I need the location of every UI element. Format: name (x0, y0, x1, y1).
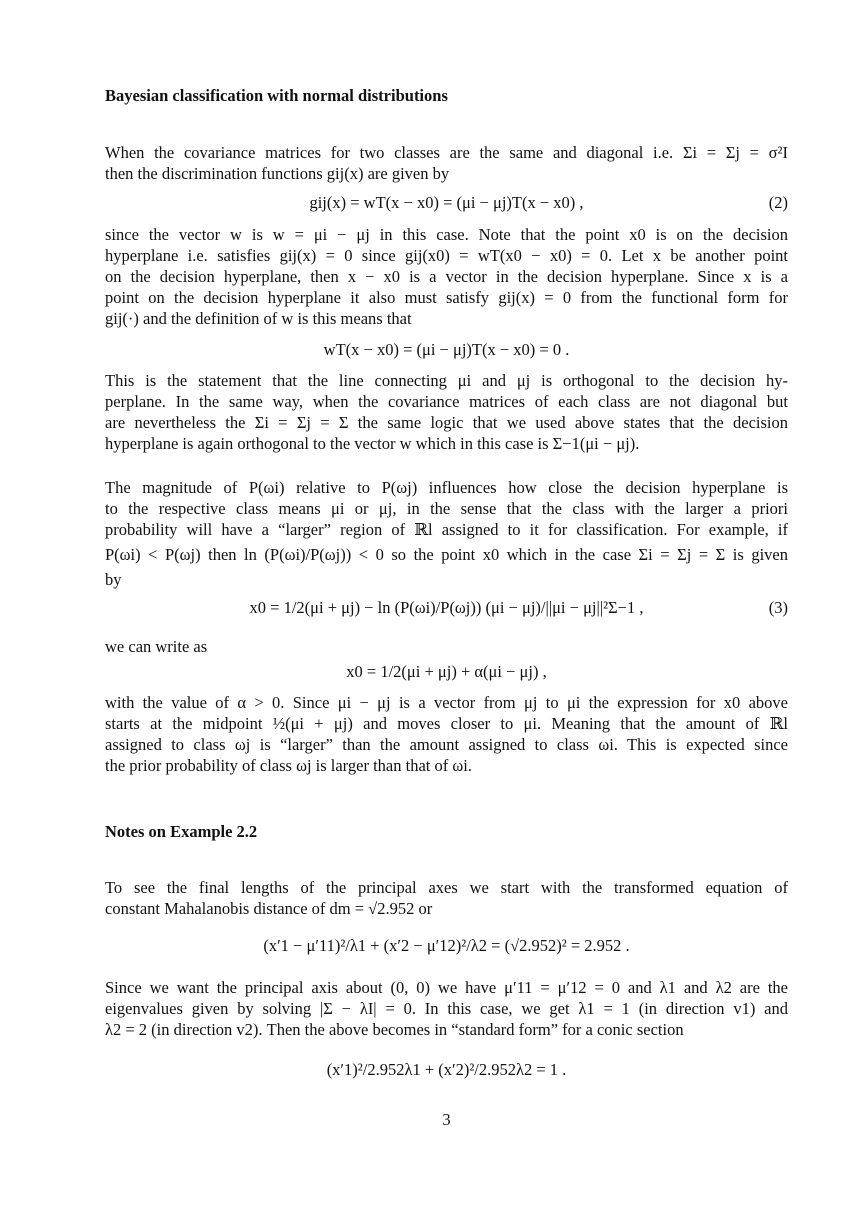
text-line: on the decision hyperplane, then x − x0 is a vector in the decision hyperplane. Since x is a (105, 267, 788, 286)
equation-standard-form: (x′1)²/2.952λ1 + (x′2)²/2.952λ2 = 1 . (326, 1060, 567, 1079)
text-line: since the vector w is w = μi − μj in this case. Note that the point x0 is on the decision (105, 225, 788, 244)
equation-number-2: (2) (768, 193, 788, 212)
text-line: The magnitude of P(ωi) relative to P(ωj) influences how close the decision hyperplane is (105, 478, 788, 497)
paragraph-hyperplane (105, 224, 788, 329)
paper-page (105, 0, 788, 1228)
paragraph-orthogonal (105, 370, 788, 454)
equation-number-3: (3) (768, 598, 788, 617)
paragraph-intro (105, 142, 788, 184)
section-heading-bayesian: Bayesian classification with normal distributions (105, 86, 448, 105)
text-line: point on the decision hyperplane it also must satisfy gij(x) = 0 from the functional form for (105, 288, 788, 307)
paragraph-prior-magnitude (105, 477, 788, 590)
equation-3: x0 = 1/2(μi + μj) − ln (P(ωi)/P(ωj)) (μi − μj)/||μi − μj||²Σ−1 , (249, 598, 644, 617)
paragraph-write-as: we can write as (105, 637, 208, 656)
equation-orthogonality: wT(x − x0) = (μi − μj)T(x − x0) = 0 . (323, 340, 570, 359)
text-line: gij(·) and the definition of w is this means that (105, 309, 412, 328)
text-line: with the value of α > 0. Since μi − μj is a vector from μj to μi the expression for x0 above (105, 693, 788, 712)
text-line: perplane. In the same way, when the covariance matrices of each class are not diagonal but (105, 392, 788, 411)
text-line: To see the final lengths of the principal axes we start with the transformed equation of (105, 878, 788, 897)
paragraph-principal-axes (105, 877, 788, 919)
text-line: hyperplane i.e. satisfies gij(x) = 0 since gij(x0) = wT(x0 − x0) = 0. Let x be another point (105, 246, 788, 265)
text-line: This is the statement that the line connecting μi and μj is orthogonal to the decision hy- (105, 371, 788, 390)
paragraph-alpha (105, 692, 788, 776)
text-line: are nevertheless the Σi = Σj = Σ the same logic that we used above states that the decision (105, 413, 788, 432)
text-line: λ2 = 2 (in direction v2). Then the above becomes in “standard form” for a conic section (105, 1020, 684, 1039)
text-line: assigned to class ωj is “larger” than the amount assigned to class ωi. This is expected since (105, 735, 788, 754)
text-line: Since we want the principal axis about (0, 0) we have μ′11 = μ′12 = 0 and λ1 and λ2 are the (105, 978, 788, 997)
text-line: When the covariance matrices for two classes are the same and diagonal i.e. Σi = Σj = σ²I (105, 143, 788, 162)
equation-midpoint: x0 = 1/2(μi + μj) + α(μi − μj) , (346, 662, 547, 681)
equation-2: gij(x) = wT(x − x0) = (μi − μj)T(x − x0) , (309, 193, 584, 212)
text-line: then the discrimination functions gij(x) are given by (105, 164, 450, 183)
text-line: P(ωi) < P(ωj) then ln (P(ωi)/P(ωj)) < 0 so the point x0 which in the case Σi = Σj = Σ is given (105, 545, 788, 564)
text-line: constant Mahalanobis distance of dm = √2.952 or (105, 899, 433, 918)
text-line: probability will have a “larger” region of ℝl assigned to it for classification. For example, if (105, 520, 788, 539)
text-line: eigenvalues given by solving |Σ − λI| = 0. In this case, we get λ1 = 1 (in direction v1) and (105, 999, 788, 1018)
section-heading-example-2-2: Notes on Example 2.2 (105, 822, 258, 841)
equation-mahalanobis: (x′1 − μ′11)²/λ1 + (x′2 − μ′12)²/λ2 = (√2.952)² = 2.952 . (263, 936, 630, 955)
page-number: 3 (442, 1110, 451, 1129)
text-line: to the respective class means μi or μj, in the sense that the class with the larger a priori (105, 499, 788, 518)
text-line: starts at the midpoint ½(μi + μj) and moves closer to μi. Meaning that the amount of ℝl (105, 714, 788, 733)
text-line: the prior probability of class ωj is larger than that of ωi. (105, 756, 472, 775)
text-line: by (105, 570, 122, 589)
paragraph-eigenvalues (105, 977, 788, 1040)
text-line: hyperplane is again orthogonal to the vector w which in this case is Σ−1(μi − μj). (105, 434, 640, 453)
